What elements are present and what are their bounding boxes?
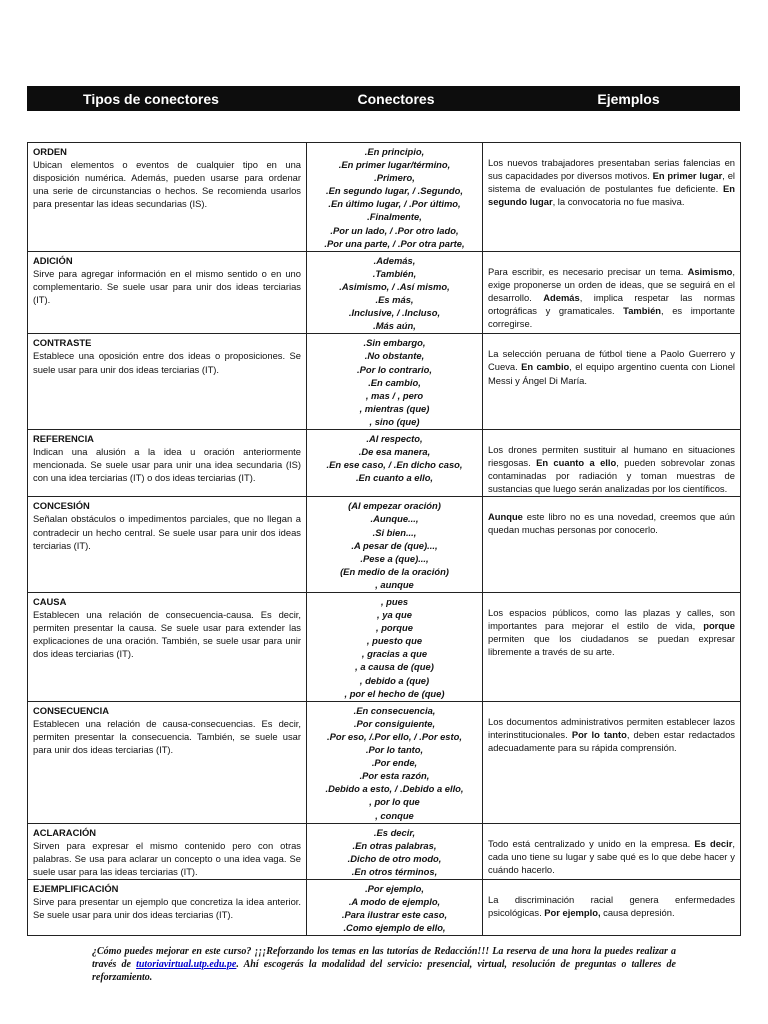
connector-item: .Pese a (que)..., [360,552,429,564]
example-fragment: este libro no es una novedad, creemos que aún quedan muchas personas por conocerlo. [488,511,735,536]
connector-type-cell [28,823,307,879]
connector-type-cell [28,879,307,935]
connector-item: , a causa de (que) [355,661,434,673]
connector-type-description: Señalan obstáculos o impedimentos parciales, que no llegan a contradecir un hecho central. Se suele usar para unir dos ideas terciarias (IT). [33,513,301,551]
example-cell [483,497,741,593]
table-row [28,334,741,430]
connector-type-description: Sirve para presentar un ejemplo que concretiza la idea anterior. Se suele usar para unir dos ideas terciarias (IT). [33,896,301,921]
table-row [28,701,741,823]
connectors-cell [307,143,483,252]
connectors-cell [307,334,483,430]
connector-item: .En cuanto a ello, [355,472,434,484]
connector-item: (En medio de la oración) [340,565,449,577]
connector-item: .Dicho de otro modo, [347,852,442,864]
example-fragment: , implica respetar las normas ortográficas y gramaticales. [488,291,735,317]
connectors-cell [307,879,483,935]
connector-type-cell [28,701,307,823]
example-fragment: causa depresión. [600,907,675,919]
example-cell [483,143,741,252]
connector-type-title: CAUSA [33,596,67,607]
connector-item: .En consecuencia, [353,704,436,716]
table-row [28,823,741,879]
example-connector-highlight: Además [543,291,580,303]
connector-item: , puesto que [366,635,423,647]
connector-type-description: Indican una alusión a la idea u oración anteriormente mencionada. Se suele usar para unir una idea secundaria (IS) con una idea terciarias (IT) o dos ideas terciarias (IT). [33,446,301,484]
connector-item: , aunque [375,578,414,590]
example-connector-highlight: Por lo tanto [571,728,627,740]
connector-item: .Al respecto, [366,432,423,444]
table-row [28,251,741,334]
connector-item: , ya que [377,609,412,621]
connector-type-description: Establece una oposición entre dos ideas o proposiciones. Se suele usar para unir dos ideas terciarias (IT). [33,350,301,375]
connector-type-description: Ubican elementos o eventos de cualquier tipo en una disposición numérica. Además, pueden usarse para ordenar una serie de circunstancias o hechos. Se recomienda usarlos para presentar las ideas secundarias (IS). [33,159,301,210]
connector-item: , conque [375,809,414,821]
table-row [28,497,741,593]
example-text [488,882,735,919]
example-connector-highlight: En primer lugar [652,170,723,182]
connector-item: .Es más, [375,294,414,306]
connector-item: .No obstante, [364,350,425,362]
connector-item: .Por ejemplo, [365,882,424,894]
table-row [28,593,741,702]
example-fragment: , cada uno tiene su lugar y sabe qué es lo que debe hacer y cuándo hacerlo. [488,837,735,875]
example-cell [483,823,741,879]
connector-item: .También, [372,267,417,279]
example-text [488,145,735,208]
example-cell [483,701,741,823]
example-connector-highlight: Aunque [488,511,523,523]
connector-type-cell [28,251,307,334]
connector-item: , gracias a que [361,648,428,660]
connector-type-title: CONSECUENCIA [33,704,110,716]
example-fragment: Los drones permiten sustituir al humano en situaciones riesgosas. [488,443,735,469]
connector-item: .Debido a esto, / .Debido a ello, [325,783,464,795]
footer-note [92,945,676,984]
example-connector-highlight: También [623,305,662,317]
connectors-cell [307,823,483,879]
example-connector-highlight: En segundo lugar [488,183,735,208]
example-connector-highlight: En cambio [521,361,570,373]
example-cell [483,429,741,496]
connector-type-title: CONCESIÓN [33,500,90,512]
example-fragment: , el equipo argentino cuenta con Lionel Messi y Ángel Di María. [488,361,736,386]
example-connector-highlight: Por ejemplo, [544,907,601,919]
connector-item: .Por una parte, / .Por otra parte, [324,237,465,249]
connector-type-cell [28,143,307,252]
connector-item: (Al empezar oración) [348,500,441,512]
example-fragment: , el sistema de evaluación de postulantes fue deficiente. [488,170,735,195]
connector-item: , porque [376,622,413,634]
connector-item: .Por ende, [371,757,418,769]
connector-type-title: EJEMPLIFICACIÓN [33,882,119,894]
example-text [488,254,735,330]
connector-item: .Más aún, [373,320,416,332]
connector-item: .De esa manera, [358,446,431,458]
connector-item: .Por esta razón, [359,770,430,782]
connector-item: .Es decir, [373,826,416,838]
example-connector-highlight: En cuanto a ello [536,457,617,469]
example-cell [483,879,741,935]
example-text [488,499,735,536]
connector-item: .Por un lado, / .Por otro lado, [330,224,459,236]
example-text [488,336,735,386]
table-row [28,143,741,252]
connector-item: .En primer lugar/término, [338,159,451,171]
example-fragment: Todo está centralizado y unido en la empresa. [488,837,695,849]
connector-item: , mientras (que) [359,402,430,414]
example-text [488,432,735,495]
example-cell [483,593,741,702]
connectors-table [27,142,741,936]
connector-item: .Primero, [374,172,415,184]
connector-item: .A pesar de (que)..., [351,539,438,551]
example-fragment: , exige proponerse un orden de ideas, que se seguirá en el desarrollo. [488,265,735,303]
example-cell [483,251,741,334]
tutoria-link[interactable]: tutoriavirtual.utp.edu.pe [136,959,237,970]
connector-item: , por lo que [369,796,420,808]
example-fragment: La discriminación racial genera enfermedades psicológicas. [488,893,735,919]
connector-type-title: ADICIÓN [33,254,73,266]
connector-item: .En segundo lugar, / .Segundo, [326,185,463,197]
connector-item: , mas / , pero [365,389,424,401]
connector-item: .Finalmente, [367,211,422,223]
connector-type-title: ACLARACIÓN [33,826,97,838]
connector-type-title: ORDEN [33,146,67,157]
connectors-cell [307,497,483,593]
connector-item: .En ese caso, / .En dicho caso, [326,459,463,471]
example-fragment: Los nuevos trabajadores presentaban serias falencias en sus capacidades por diversos motivos. [488,157,735,182]
connectors-cell [307,701,483,823]
connector-item: .Si bien..., [372,526,417,538]
connector-item: .En último lugar, / .Por último, [328,198,461,210]
connector-item: .Por eso, /.Por ello, / .Por esto, [327,730,462,742]
footer-text-after: . Ahí escogerás la modalidad del servicio: presencial, virtual, resolución de preguntas o talleres de reforzamiento. [92,959,676,983]
connector-item: .En cambio, [368,376,421,388]
connector-item: .Aunque..., [370,513,419,525]
connector-item: .Inclusive, / .Incluso, [348,307,441,319]
connectors-cell [307,429,483,496]
example-cell [483,334,741,430]
connector-type-description: Establecen una relación de causa-consecuencias. Es decir, permiten presentar la consecuencia. También, se suele usar para unir dos ideas terciarias (IT). [33,717,301,756]
example-text [488,704,735,754]
connector-type-cell [28,593,307,702]
connector-type-cell [28,334,307,430]
connector-type-cell [28,429,307,496]
example-text [488,826,735,876]
example-fragment: Los documentos administrativos permiten establecer lazos interinstitucionales. [488,715,735,740]
table-header-bar [27,86,740,111]
connector-item: .A modo de ejemplo, [348,896,441,908]
connector-item: , debido a (que) [359,674,430,686]
connector-type-description: Sirven para expresar el mismo contenido pero con otras palabras. Se usa para aclarar un concepto o una idea vaga. Se suele usar para las ideas terciarias (IT). [33,839,301,877]
example-fragment: Para escribir, es necesario precisar un tema. [488,265,688,277]
example-text [488,595,735,658]
connector-item: .En principio, [364,146,425,157]
connector-item: , pues [380,596,409,607]
example-fragment: , deben estar redactados adecuadamente para su rápida comprensión. [488,728,735,753]
connectors-cell [307,251,483,334]
connector-item: , por el hecho de (que) [344,687,445,699]
footer-text-before: ¿Cómo puedes mejorar en este curso? ¡¡¡Reforzando los temas en las tutorías de Redacción!!! La reserva de una hora la puedes realizar a través de [92,946,676,970]
example-connector-highlight: porque [703,620,735,632]
connectors-cell [307,593,483,702]
header-ejemplos: Ejemplos [597,90,660,107]
header-tipos: Tipos de conectores [83,90,219,107]
connector-item: , sino (que) [369,415,420,427]
example-fragment: permiten que los ciudadanos se puedan expresar libremente a través de su arte. [488,633,735,658]
example-fragment: , la convocatoria no fue masiva. [552,196,685,208]
example-fragment: Los espacios públicos, como las plazas y calles, son importantes para mejorar el estilo de vida, [488,607,735,632]
connector-item: .Asimismo, / .Así mismo, [339,280,450,292]
header-conectores: Conectores [357,90,435,107]
table-row [28,879,741,935]
connector-type-cell [28,497,307,593]
connector-item: .En otras palabras, [352,839,437,851]
connector-type-description: Establecen una relación de consecuencia-causa. Es decir, permiten presentar la causa. Se suele usar para extender las explicaciones de una oración. También, se suele usar para unir dos ideas terciarias (IT). [33,609,301,660]
table-row [28,429,741,496]
connector-item: .Para ilustrar este caso, [341,909,448,921]
connector-item: .Sin embargo, [363,337,426,349]
example-connector-highlight: Asimismo [687,265,733,277]
connector-item: .Como ejemplo de ello, [343,922,446,934]
connector-type-description: Sirve para agregar información en el mismo sentido o en uno complementario. Se suele usar para unir dos ideas terciarias (IT). [33,267,301,306]
connector-item: .Por consiguiente, [353,717,436,729]
example-fragment: , es importante corregirse. [488,305,735,330]
connector-item: .Además, [373,254,416,266]
connector-type-title: REFERENCIA [33,432,94,444]
connector-item: .Por lo tanto, [365,744,424,756]
example-fragment: La selección peruana de fútbol tiene a Paolo Guerrero y Cueva. [488,348,735,373]
connector-item: .Por lo contrario, [356,363,432,375]
connector-item: .En otros términos, [351,865,438,877]
example-fragment: , pueden sobrevolar zonas contaminadas por radiación y toman muestras de sustancias que luego serán analizadas por los científicos. [488,457,735,495]
connector-type-title: CONTRASTE [33,337,92,349]
example-connector-highlight: Es decir [694,837,733,849]
